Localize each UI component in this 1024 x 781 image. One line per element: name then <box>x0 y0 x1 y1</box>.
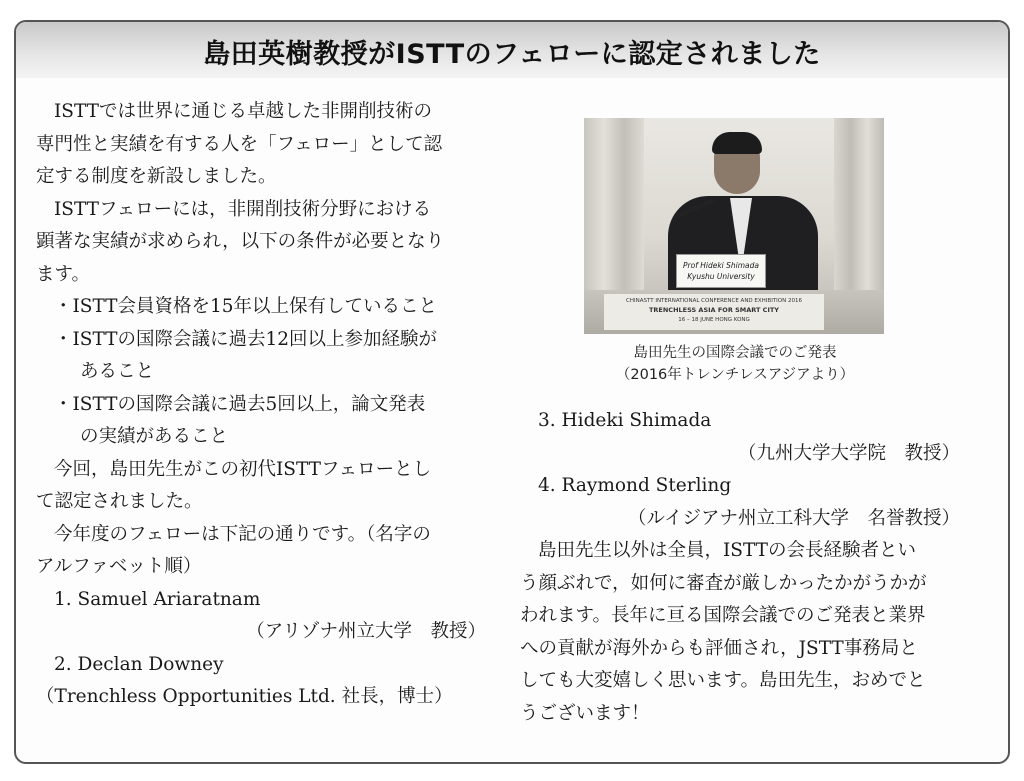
body-line: ISTTでは世界に通じる卓越した非開削技術の <box>54 101 433 122</box>
body-line: 島田先生以外は全員，ISTTの会長経験者とい <box>538 540 917 561</box>
body-line: 顕著な実績が求められ，以下の条件が必要となり <box>36 231 445 252</box>
fellow-affiliation: （Trenchless Opportunities Ltd. 社長，博士） <box>36 686 453 707</box>
photo-caption <box>560 342 910 386</box>
podium-banner <box>604 294 824 330</box>
speaker-hair <box>712 132 762 154</box>
fellow-affiliation: （ルイジアナ州立工科大学 名誉教授） <box>627 507 960 529</box>
fellow-name: 1. Samuel Ariaratnam <box>54 588 261 610</box>
body-line: アルファベット順） <box>36 556 202 577</box>
caption-line: 島田先生の国際会議でのご発表 <box>633 345 837 361</box>
article-title: 島田英樹教授がISTTのフェローに認定されました <box>203 39 821 70</box>
condition-item: ・ISTT会員資格を15年以上保有していること <box>54 296 438 317</box>
body-line: われます。長年に亘る国際会議でのご発表と業界 <box>520 605 926 626</box>
condition-item: ・ISTTの国際会議に過去12回以上参加経験が <box>54 328 438 350</box>
banner-line: CHINASTT INTERNATIONAL CONFERENCE AND EXHIBITION 2016 <box>625 298 802 304</box>
body-line: しても大変嬉しく思います。島田先生，おめでと <box>520 670 926 691</box>
body-line: 今回，島田先生がこの初代ISTTフェローとし <box>54 458 432 480</box>
body-line: 定する制度を新設しました。 <box>36 166 277 187</box>
body-line: う顔ぶれで，如何に審査が厳しかったかがうかが <box>520 572 927 594</box>
banner-headline: TRENCHLESS ASIA FOR SMART CITY <box>648 306 780 314</box>
body-line: 専門性と実績を有する人を「フェロー」として認 <box>36 133 443 155</box>
body-line: ます。 <box>36 263 91 285</box>
fellow-affiliation: （アリゾナ州立大学 教授） <box>246 621 486 642</box>
right-column <box>520 405 960 730</box>
fellow-affiliation: （九州大学大学院 教授） <box>737 442 960 464</box>
namecard-name: Prof Hideki Shimada <box>683 261 759 270</box>
body-line: うございます！ <box>520 702 650 724</box>
body-line: ISTTフェローには，非開削技術分野における <box>54 198 432 220</box>
speaker-namecard <box>676 254 766 288</box>
banner-line <box>604 306 824 316</box>
title-banner <box>16 22 1008 78</box>
banner-line: 16 – 18 JUNE HONG KONG <box>678 317 750 323</box>
body-line: て認定されました。 <box>36 491 203 512</box>
condition-item-cont: あること <box>80 361 155 382</box>
body-line: 今年度のフェローは下記の通りです。（名字の <box>54 523 431 545</box>
fellow-name: 4. Raymond Sterling <box>538 475 732 496</box>
fellow-name: 3. Hideki Shimada <box>538 410 712 431</box>
namecard-affiliation: Kyushu University <box>687 272 755 281</box>
conference-photo <box>584 118 884 334</box>
body-line: への貢献が海外からも評価され，JSTT事務局と <box>520 637 918 659</box>
fellow-name: 2. Declan Downey <box>54 653 224 675</box>
caption-line: （2016年トレンチレスアジアより） <box>615 367 855 383</box>
left-column <box>36 96 486 714</box>
condition-item: ・ISTTの国際会議に過去5回以上，論文発表 <box>54 393 426 415</box>
condition-item-cont: の実績があること <box>80 426 229 447</box>
